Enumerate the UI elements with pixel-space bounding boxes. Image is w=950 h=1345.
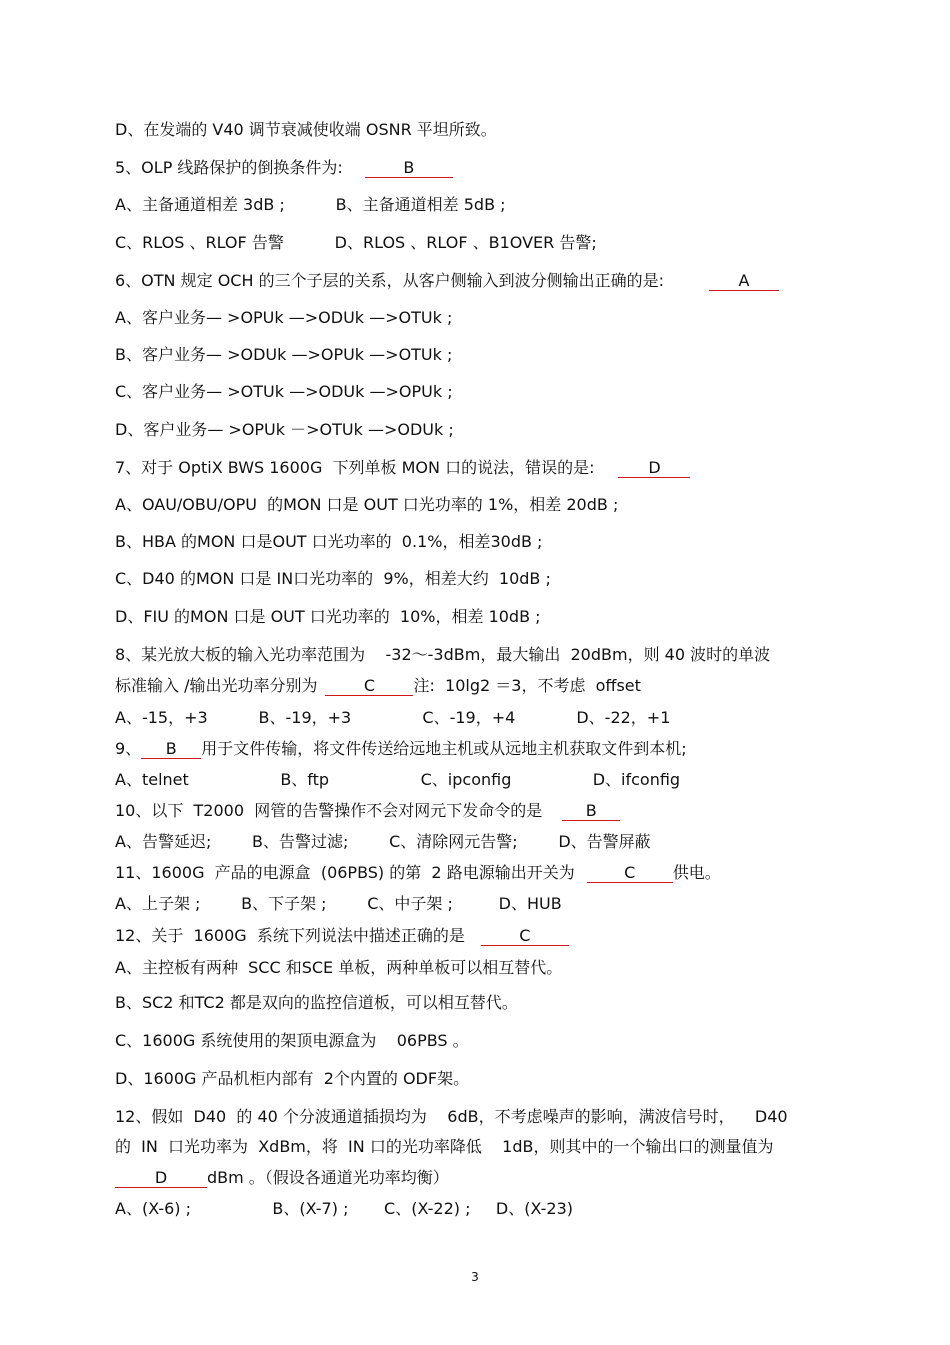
question-7 [115, 458, 690, 478]
question-7-option-c: C、D40 的MON 口是 IN口光功率的 9%，相差大约 10dB ; [115, 569, 551, 588]
answer-blank: A [709, 272, 779, 291]
question-12b-options: A、(X-6) ; B、(X-7) ; C、(X-22) ; D、(X-23) [115, 1199, 574, 1218]
question-9-options: A、telnet B、ftp C、ipconfig D、ifconfig [115, 770, 681, 789]
question-9 [115, 739, 687, 759]
question-12b-line-2: 的 IN 口光功率为 XdBm，将 IN 口的光功率降低 1dB，则其中的一个输出口的测量值为 [115, 1137, 774, 1156]
question-5-options-cd: C、RLOS 、RLOF 告警 D、RLOS 、RLOF 、B1OVER 告警; [115, 233, 597, 252]
question-6-option-b: B、客户业务— >ODUk —>OPUk —>OTUk ; [115, 345, 453, 364]
question-note: 注: 10lg2 ＝3，不考虑 offset [413, 676, 641, 695]
answer-blank: D [618, 459, 690, 478]
question-text: 标准输入 /输出光功率分别为 [115, 676, 318, 695]
question-text: 5、OLP 线路保护的倒换条件为: [115, 158, 343, 177]
line-d-osnr: D、在发端的 V40 调节衰减使收端 OSNR 平坦所致。 [115, 120, 497, 139]
page-number: 3 [471, 1270, 479, 1284]
answer-blank: D [115, 1169, 207, 1188]
answer-blank: C [587, 864, 673, 883]
question-text: 用于文件传输，将文件传送给远地主机或从远地主机获取文件到本机; [201, 739, 687, 758]
question-8-line-2 [115, 676, 641, 696]
question-number: 9、 [115, 739, 142, 758]
question-8-line-1: 8、某光放大板的输入光功率范围为 -32～-3dBm，最大输出 20dBm，则 40 波时的单波 [115, 645, 771, 664]
question-7-option-d: D、FIU 的MON 口是 OUT 口光功率的 10%，相差 10dB ; [115, 607, 541, 626]
answer-blank: C [325, 677, 413, 696]
question-10 [115, 801, 620, 821]
question-6 [115, 271, 779, 291]
question-5 [115, 158, 453, 178]
question-11 [115, 863, 721, 883]
question-6-option-d: D、客户业务— >OPUk －>OTUk —>ODUk ; [115, 420, 454, 439]
answer-blank: B [365, 159, 453, 178]
question-6-option-a: A、客户业务— >OPUk —>ODUk —>OTUk ; [115, 308, 453, 327]
question-8-options: A、-15，+3 B、-19，+3 C、-19，+4 D、-22，+1 [115, 708, 671, 727]
question-12b-line-3 [115, 1168, 449, 1188]
question-12b-line-1: 12、假如 D40 的 40 个分波通道插损均为 6dB，不考虑噪声的影响，满波信号时， D40 [115, 1107, 788, 1126]
question-text: 6、OTN 规定 OCH 的三个子层的关系，从客户侧输入到波分侧输出正确的是: [115, 271, 664, 290]
question-12-option-d: D、1600G 产品机柜内部有 2个内置的 ODF架。 [115, 1069, 470, 1088]
question-6-option-c: C、客户业务— >OTUk —>ODUk —>OPUk ; [115, 382, 453, 401]
question-5-options-ab: A、主备通道相差 3dB ; B、主备通道相差 5dB ; [115, 195, 506, 214]
question-12 [115, 926, 569, 946]
question-text-end: 供电。 [672, 863, 721, 882]
question-text: 11、1600G 产品的电源盒 (06PBS) 的第 2 路电源输出开关为 [115, 863, 575, 882]
question-7-option-b: B、HBA 的MON 口是OUT 口光功率的 0.1%，相差30dB ; [115, 532, 543, 551]
answer-blank: C [481, 927, 569, 946]
question-text: dBm 。（假设各通道光功率均衡） [207, 1168, 449, 1187]
question-7-option-a: A、OAU/OBU/OPU 的MON 口是 OUT 口光功率的 1%，相差 20dB ; [115, 495, 619, 514]
question-12-option-a: A、主控板有两种 SCC 和SCE 单板，两种单板可以相互替代。 [115, 958, 563, 977]
question-text: 7、对于 OptiX BWS 1600G 下列单板 MON 口的说法，错误的是: [115, 458, 595, 477]
question-12-option-c: C、1600G 系统使用的架顶电源盒为 06PBS 。 [115, 1031, 469, 1050]
answer-blank: B [141, 740, 201, 759]
question-12-option-b: B、SC2 和TC2 都是双向的监控信道板，可以相互替代。 [115, 993, 518, 1012]
question-text: 10、以下 T2000 网管的告警操作不会对网元下发命令的是 [115, 801, 543, 820]
question-11-options: A、上子架 ; B、下子架 ; C、中子架 ; D、HUB [115, 894, 562, 913]
question-10-options: A、告警延迟; B、告警过滤; C、清除网元告警; D、告警屏蔽 [115, 832, 651, 851]
answer-blank: B [562, 802, 620, 821]
question-text: 12、关于 1600G 系统下列说法中描述正确的是 [115, 926, 465, 945]
